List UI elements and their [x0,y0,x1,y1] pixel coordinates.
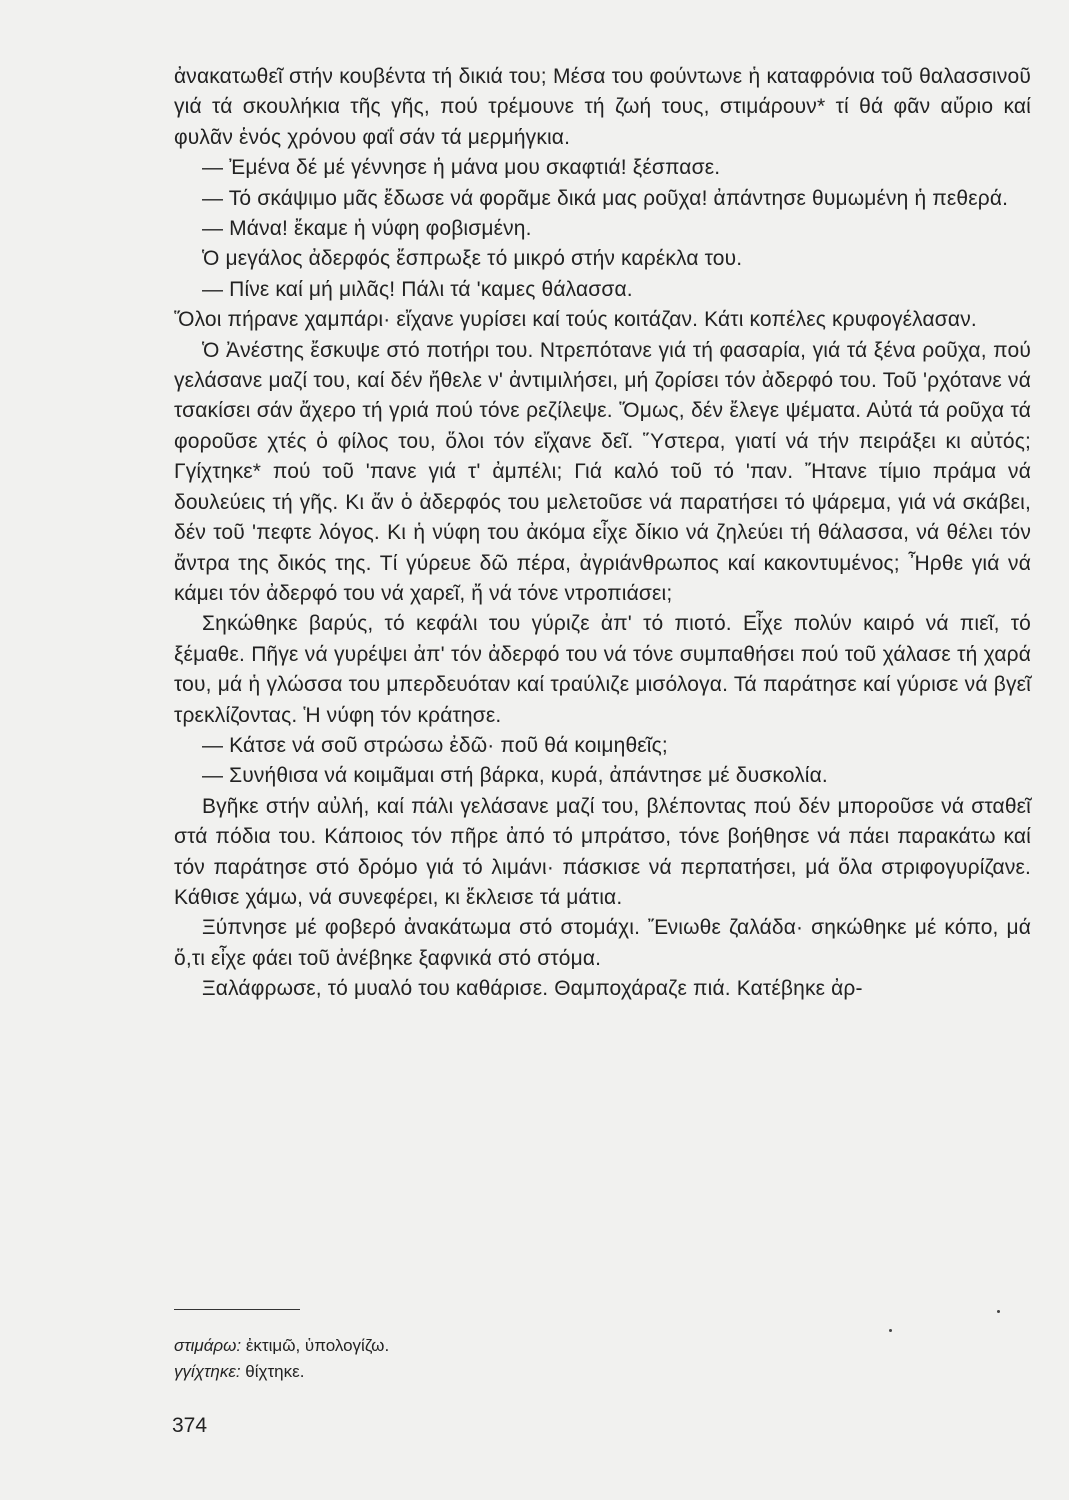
print-speck [997,1310,1000,1313]
paragraph-11: — Συνήθισα νά κοιμᾶμαι στή βάρκα, κυρά, ἀπάντησε μέ δυσκολία. [202,764,828,788]
paragraph-4: — Μάνα! ἔκαμε ἡ νύφη φοβισμένη. [202,217,532,241]
footnote-term: γγίχτηκε: [174,1362,241,1381]
paragraph-2: — Ἐμένα δέ μέ γέννησε ἡ μάνα μου σκαφτιά! ξέσπασε. [202,156,721,180]
print-speck [889,1329,892,1332]
footnote-divider [174,1309,300,1310]
paragraph-8: Ὁ Ἀνέστης ἔσκυψε στό ποτήρι του. Ντρεπότανε γιά τή φασαρία, γιά τά ξένα ροῦχα, πού γελάσανε μαζί του, καί δέν ἤθελε ν' ἀντιμιλήσει, μή ζορίσει τόν ἀδερφό του. Τοῦ 'ρχότανε νά τσακίσει σάν ἄχερο τή γριά πού τόνε ρεζίλεψε. Ὅμως, δέν ἔλεγε ψέματα. Αὐτά τά ροῦχα τά φοροῦσε χτές ὁ φίλος του, ὅλοι τόν εἴχανε δεῖ. Ὕστερα, γιατί νά τήν πειράξει κι αὐτός; Γγίχτηκε* πού τοῦ 'πανε γιά τ' ἀμπέλι; Γιά καλό τοῦ τό 'παν. Ἤτανε τίμιο πράμα νά δουλεύεις τή γῆς. Κι ἄν ὁ ἀδερφός του μελετοῦσε νά παρατήσει τό ψάρεμα, γιά νά σκάβει, δέν τοῦ 'πεφτε λόγος. Κι ἡ νύφη του ἀκόμα εἶχε δίκιο νά ζηλεύει τή θάλασσα, νά θέλει τόν ἄντρα της δικός της. Τί γύρευε δῶ πέρα, ἀγριάνθρωπος καί κακοντυμένος; Ἦρθε γιά νά κάμει τόν ἀδερφό του νά χαρεῖ, ἤ νά τόνε ντροπιάσει; [174,338,1031,605]
paragraph-1: ἀνακατωθεῖ στήν κουβέντα τή δικιά του; Μέσα του φούντωνε ἡ καταφρόνια τοῦ θαλασσινοῦ γιά τά σκουλήκια τῆς γῆς, πού τρέμουνε τή ζωή τους, στιμάρουν* τί θά φᾶν αὔριο καί φυλᾶν ἑνός χρόνου φαΐ σάν τά μερμήγκια. [174,65,1031,149]
paragraph-13: Ξύπνησε μέ φοβερό ἀνακάτωμα στό στομάχι. Ἔνιωθε ζαλάδα· σηκώθηκε μέ κόπο, μά ὅ,τι εἶχε φάει τοῦ ἀνέβηκε ξαφνικά στό στόμα. [174,916,1031,970]
paragraph-3: — Τό σκάψιμο μᾶς ἔδωσε νά φορᾶμε δικά μας ροῦχα! ἀπάντησε θυμωμένη ἡ πεθερά. [202,186,1009,210]
page-number: 374 [172,1414,208,1437]
paragraph-14: Ξαλάφρωσε, τό μυαλό του καθάρισε. Θαμποχάραζε πιά. Κατέβηκε ἀρ- [202,977,863,1001]
paragraph-7: Ὅλοι πήρανε χαμπάρι· εἴχανε γυρίσει καί τούς κοιτάζαν. Κάτι κοπέλες κρυφογέλασαν. [174,308,977,332]
paragraph-12: Βγῆκε στήν αὐλή, καί πάλι γελάσανε μαζί του, βλέποντας πού δέν μποροῦσε νά σταθεῖ στά πόδια του. Κάποιος τόν πῆρε ἀπό τό μπράτσο, τόνε βοήθησε νά πάει παρακάτω καί τόν παράτησε στό δρόμο γιά τό λιμάνι· πάσκισε νά περπατήσει, μά ὅλα στριφογυρίζανε. Κάθισε χάμω, νά συνεφέρει, κι ἔκλεισε τά μάτια. [174,794,1031,909]
paragraph-9: Σηκώθηκε βαρύς, τό κεφάλι του γύριζε ἀπ' τό πιοτό. Εἶχε πολύν καιρό νά πιεῖ, τό ξέμαθε. Πῆγε νά γυρέψει ἀπ' τόν ἀδερφό του νά τόνε συμπαθήσει πού τοῦ χάλασε τή χαρά του, μά ἡ γλώσσα του μπερδευόταν καί τραύλιζε μισόλογα. Τά παράτησε καί γύρισε νά βγεῖ τρεκλίζοντας. Ἡ νύφη τόν κράτησε. [174,612,1031,727]
paragraph-6: — Πίνε καί μή μιλᾶς! Πάλι τά 'καμες θάλασσα. [202,277,633,301]
footnote-1 [174,1333,774,1359]
footnotes [174,1333,774,1385]
paragraph-10: — Κάτσε νά σοῦ στρώσω ἐδῶ· ποῦ θά κοιμηθεῖς; [202,733,668,757]
footnote-term: στιμάρω: [174,1336,242,1355]
body-text [174,62,1031,1005]
footnote-definition: ἐκτιμῶ, ὑπολογίζω. [245,1336,390,1355]
footnote-2 [174,1359,774,1385]
paragraph-5: Ὁ μεγάλος ἀδερφός ἔσπρωξε τό μικρό στήν καρέκλα του. [202,247,743,271]
footnote-definition: θίχτηκε. [245,1362,305,1381]
